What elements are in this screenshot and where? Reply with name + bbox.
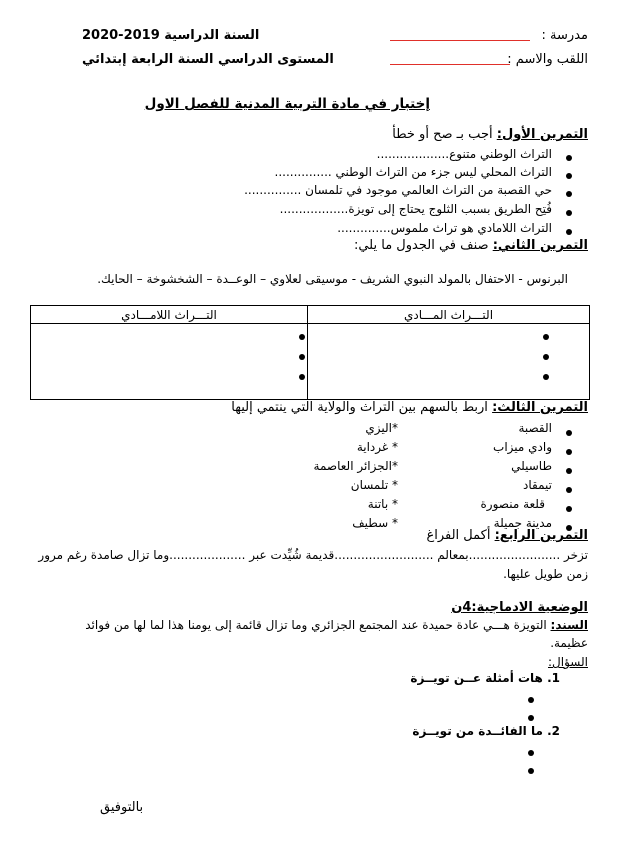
- bullet-icon: [566, 449, 572, 455]
- ex1-item: التراث المحلي ليس جزء من التراث الوطني ...............: [274, 165, 552, 179]
- question-1: 1. هات أمثلة عــن تويــزة: [410, 671, 560, 685]
- col-material-header: التـــراث المـــادي: [308, 306, 590, 324]
- bullet-icon: [299, 334, 305, 340]
- state-item[interactable]: * غرداية: [356, 440, 398, 454]
- ex1-item: التراث الوطني متنوع...................: [376, 147, 552, 161]
- bullet-icon: [543, 374, 549, 380]
- classification-table: [30, 305, 590, 400]
- bullet-icon: [543, 334, 549, 340]
- ex2-items-line: البرنوس - الاحتفال بالمولد النبوي الشريف - موسيقى لعلاوي – الوعــدة – الشخشوخة – الحايك.: [97, 272, 568, 286]
- page-title: إختبار في مادة التربية المدنية للفصل الاول: [144, 96, 430, 112]
- bullet-icon: [566, 210, 572, 216]
- bullet-icon: [566, 173, 572, 179]
- heritage-item[interactable]: طاسيلي: [511, 459, 552, 473]
- state-item[interactable]: * تلمسان: [350, 478, 398, 492]
- bullet-icon: [566, 430, 572, 436]
- school-year: السنة الدراسية 2020-2019: [82, 28, 260, 43]
- bullet-icon: [299, 374, 305, 380]
- bullet-icon: [528, 768, 534, 774]
- immaterial-cell[interactable]: [31, 324, 308, 400]
- question-2: 2. ما الفائــدة من تويــزة: [412, 724, 560, 738]
- ex3-heading: التمرين الثالث: اربط بالسهم بين التراث والولاية التي ينتمي إليها: [231, 400, 588, 415]
- ex2-heading: التمرين الثاني: صنف في الجدول ما يلي:: [353, 238, 588, 253]
- material-cell[interactable]: [308, 324, 590, 400]
- name-blank[interactable]: [390, 64, 510, 65]
- ex1-item: التراث اللامادي هو تراث ملموس..............: [337, 221, 552, 235]
- bullet-icon: [299, 354, 305, 360]
- heritage-item[interactable]: تيمقاد: [523, 478, 552, 492]
- col-immaterial-header: التـــراث اللامـــادي: [31, 306, 308, 324]
- bullet-icon: [528, 697, 534, 703]
- ex4-heading: التمرين الرابع: أكمل الفراغ: [426, 528, 588, 543]
- ex1-item: فُتِح الطريق بسبب الثلوج يحتاج إلى تويزة..................: [279, 202, 552, 216]
- heritage-item[interactable]: القصبة: [518, 421, 552, 435]
- bullet-icon: [566, 155, 572, 161]
- bullet-icon: [566, 506, 572, 512]
- integration-heading: الوضعية الادماجية:4ن: [451, 600, 588, 615]
- school-label: مدرسة :: [541, 28, 588, 43]
- support-text-2: عظيمة.: [550, 636, 588, 650]
- bullet-icon: [543, 354, 549, 360]
- bullet-icon: [566, 191, 572, 197]
- bullet-icon: [566, 487, 572, 493]
- support-text: السند: التويزة هـــي عادة حميدة عند المجتمع الجزائري وما تزال قائمة إلى يومنا هذا لما لها من فوائد: [85, 618, 588, 632]
- state-item[interactable]: * سطيف: [352, 516, 398, 530]
- question-label: السؤال:: [548, 655, 588, 669]
- school-blank[interactable]: [390, 40, 530, 41]
- closing-text: بالتوفيق: [100, 800, 144, 815]
- ex1-heading: التمرين الأول: أجب بـ صح أو خطأ: [392, 127, 588, 142]
- heritage-item[interactable]: قلعة منصورة: [480, 497, 545, 511]
- state-item[interactable]: *اليزي: [365, 421, 398, 435]
- bullet-icon: [566, 229, 572, 235]
- bullet-icon: [528, 750, 534, 756]
- ex4-line1[interactable]: تزخر ........................بمعالم ..........................قديمة شُيِّدت عبر ....................وما تزال صامدة رغم مرور: [38, 548, 588, 562]
- heritage-item[interactable]: وادي ميزاب: [493, 440, 552, 454]
- ex1-item: حي القصبة من التراث العالمي موجود في تلمسان ...............: [244, 183, 552, 197]
- bullet-icon: [528, 715, 534, 721]
- level-line: المستوى الدراسي السنة الرابعة إبتدائي: [82, 52, 334, 67]
- bullet-icon: [566, 468, 572, 474]
- ex4-line2: زمن طويل عليها.: [503, 567, 588, 581]
- heritage-item[interactable]: مدينة جميلة: [493, 516, 552, 530]
- state-item[interactable]: * باتنة: [367, 497, 398, 511]
- state-item[interactable]: *الجزائر العاصمة: [313, 459, 398, 473]
- name-label: اللقب والاسم :: [507, 52, 588, 67]
